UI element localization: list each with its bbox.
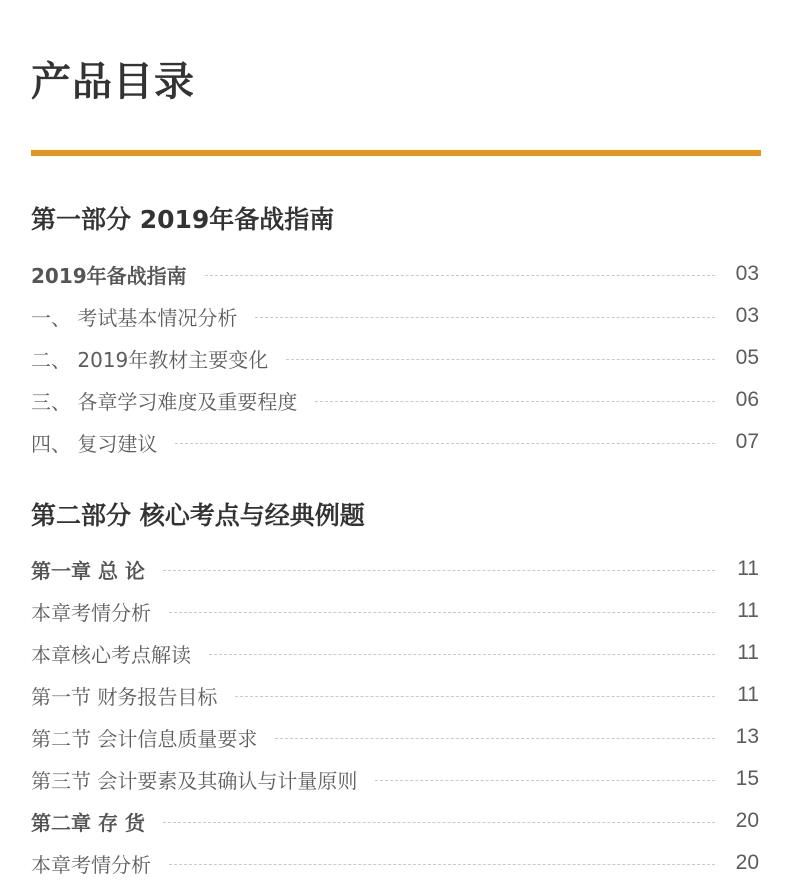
toc-entry-label: 第一节 财务报告目标 xyxy=(31,684,218,709)
toc-entry[interactable] xyxy=(31,722,759,752)
toc-entry[interactable] xyxy=(31,301,759,331)
toc-entry-label: 一、 考试基本情况分析 xyxy=(31,305,238,330)
toc-entry-label: 第二章 存 货 xyxy=(31,810,145,835)
toc-entry[interactable] xyxy=(31,848,759,878)
toc-entry-label: 本章考情分析 xyxy=(31,852,151,877)
toc-entry-page: 03 xyxy=(735,262,759,285)
section-heading-part-1: 第一部分 2019年备战指南 xyxy=(31,205,335,234)
toc-entry-label: 本章核心考点解读 xyxy=(31,642,191,667)
toc-entry-label: 三、 各章学习难度及重要程度 xyxy=(31,389,298,414)
dotted-leader xyxy=(235,696,715,697)
toc-entry[interactable] xyxy=(31,385,759,415)
toc-entry[interactable] xyxy=(31,596,759,626)
toc-entry-label: 第二节 会计信息质量要求 xyxy=(31,726,258,751)
dotted-leader xyxy=(163,570,715,571)
dotted-leader xyxy=(275,738,715,739)
dotted-leader xyxy=(205,275,715,276)
toc-entry-page: 15 xyxy=(735,767,759,790)
dotted-leader xyxy=(209,654,715,655)
title-divider xyxy=(31,150,761,156)
toc-entry-page: 05 xyxy=(735,346,759,369)
toc-entry-page: 07 xyxy=(735,430,759,453)
toc-entry[interactable] xyxy=(31,680,759,710)
toc-entry-label: 本章考情分析 xyxy=(31,600,151,625)
toc-entry-page: 06 xyxy=(735,388,759,411)
toc-entry-label: 第一章 总 论 xyxy=(31,558,145,583)
dotted-leader xyxy=(286,359,715,360)
toc-entry[interactable] xyxy=(31,806,759,836)
dotted-leader xyxy=(375,780,715,781)
toc-entry-page: 13 xyxy=(735,725,759,748)
toc-entry-page: 03 xyxy=(735,304,759,327)
toc-entry-page: 11 xyxy=(737,641,759,664)
toc-entry-label: 四、 复习建议 xyxy=(31,431,158,456)
toc-entry-page: 11 xyxy=(737,683,759,706)
toc-entry[interactable] xyxy=(31,343,759,373)
dotted-leader xyxy=(315,401,715,402)
toc-entry-label: 第三节 会计要素及其确认与计量原则 xyxy=(31,768,358,793)
toc-entry-page: 11 xyxy=(737,557,759,580)
dotted-leader xyxy=(163,822,715,823)
toc-entry[interactable] xyxy=(31,638,759,668)
toc-entry-page: 20 xyxy=(735,851,759,874)
toc-entry-page: 11 xyxy=(737,599,759,622)
toc-entry-label: 二、 2019年教材主要变化 xyxy=(31,347,269,372)
toc-entry-label: 2019年备战指南 xyxy=(31,263,187,288)
dotted-leader xyxy=(175,443,715,444)
toc-entry[interactable] xyxy=(31,764,759,794)
toc-entry[interactable] xyxy=(31,427,759,457)
section-heading-part-2: 第二部分 核心考点与经典例题 xyxy=(31,501,365,530)
page-title: 产品目录 xyxy=(31,59,195,105)
toc-entry[interactable] xyxy=(31,554,759,584)
dotted-leader xyxy=(255,317,715,318)
toc-entry[interactable] xyxy=(31,259,759,289)
toc-entry-page: 20 xyxy=(735,809,759,832)
dotted-leader xyxy=(169,612,715,613)
dotted-leader xyxy=(169,864,715,865)
